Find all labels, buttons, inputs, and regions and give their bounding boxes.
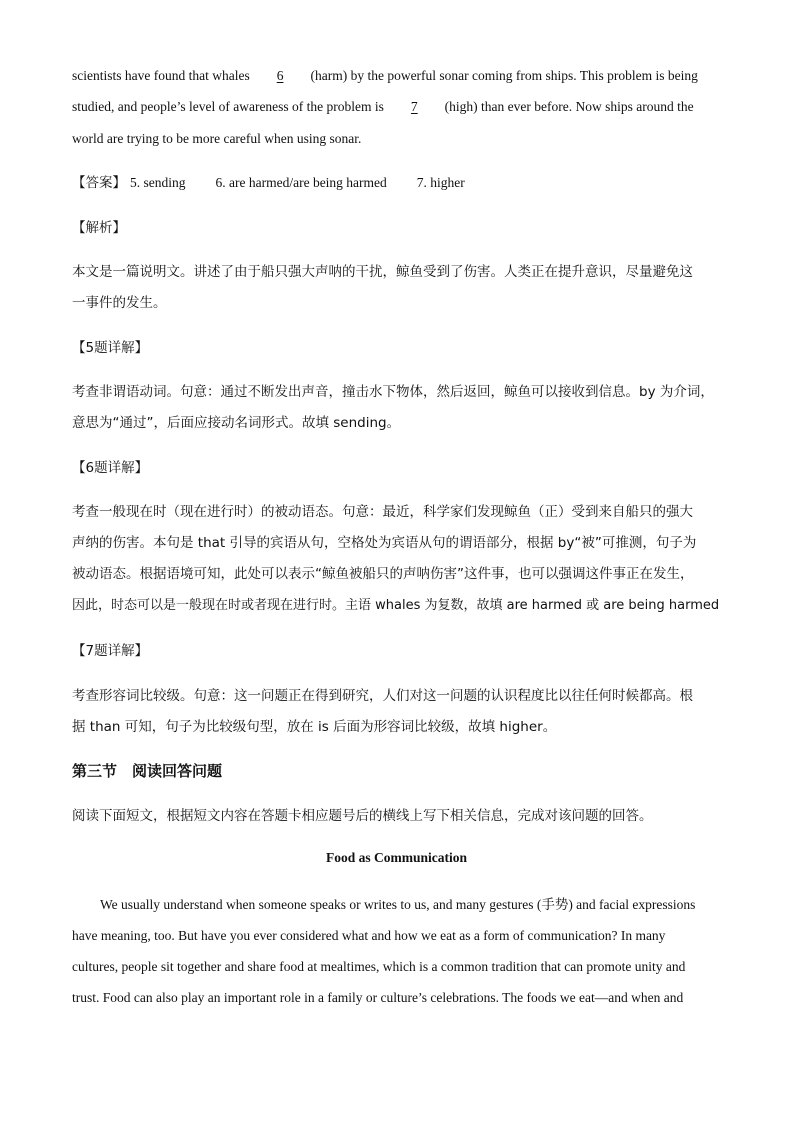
passage-line-3: world are trying to be more careful when using sonar. — [72, 131, 362, 146]
article-line-1: We usually understand when someone speaks or writes to us, and many gestures (手势) and facial expressions — [100, 897, 696, 912]
passage-text: studied, and people’s level of awareness of the problem is — [72, 99, 388, 114]
analysis-label: 【解析】 — [72, 220, 126, 236]
answer-5: 5. sending — [130, 175, 186, 190]
q7-line-1: 考查形容词比较级。句意：这一问题正在得到研究，人们对这一问题的认识程度比以往任何时候都高。根 — [72, 688, 693, 704]
answer-label: 【答案】 — [72, 175, 126, 191]
q5-line-2: 意思为“通过”，后面应接动名词形式。故填 sending。 — [72, 415, 401, 431]
analysis-line-2: 一事件的发生。 — [72, 295, 167, 311]
q6-label: 【6题详解】 — [72, 460, 149, 476]
q6-line-1: 考查一般现在时（现在进行时）的被动语态。句意：最近，科学家们发现鲸鱼（正）受到来自船只的强大 — [72, 504, 693, 520]
answer-6: 6. are harmed/are being harmed — [215, 175, 387, 190]
passage-line-1 — [72, 66, 698, 86]
article-title: Food as Communication — [325, 850, 467, 865]
passage-text: (harm) by the powerful sonar coming from ships. This problem is being — [307, 68, 698, 83]
q5-line-1: 考查非谓语动词。句意：通过不断发出声音，撞击水下物体，然后返回，鲸鱼可以接收到信息。by 为介词， — [72, 384, 714, 400]
article-line-3: cultures, people sit together and share food at mealtimes, which is a common tradition that can promote unity and — [72, 959, 686, 974]
section-heading: 第三节 阅读回答问题 — [72, 762, 223, 780]
section-instruction: 阅读下面短文，根据短文内容在答题卡相应题号后的横线上写下相关信息，完成对该问题的回答。 — [72, 808, 653, 824]
passage-line-2 — [72, 97, 694, 117]
analysis-line-1: 本文是一篇说明文。讲述了由于船只强大声呐的干扰，鲸鱼受到了伤害。人类正在提升意识，尽量避免这 — [72, 264, 693, 280]
article-line-4: trust. Food can also play an important role in a family or culture’s celebrations. The foods we eat—and when and — [72, 990, 684, 1005]
passage-text: scientists have found that whales — [72, 68, 254, 83]
q7-label: 【7题详解】 — [72, 643, 149, 659]
blank-6: 6 — [276, 68, 284, 83]
article-line-2: have meaning, too. But have you ever considered what and how we eat as a form of communication? In many — [72, 928, 666, 943]
q6-line-2: 声纳的伤害。本句是 that 引导的宾语从句，空格处为宾语从句的谓语部分，根据 by“被”可推测，句子为 — [72, 535, 697, 551]
q5-label: 【5题详解】 — [72, 340, 149, 356]
q6-line-3: 被动语态。根据语境可知，此处可以表示“鲸鱼被船只的声呐伤害”这件事，也可以强调这件事正在发生， — [72, 566, 694, 582]
answer-7: 7. higher — [416, 175, 465, 190]
blank-7: 7 — [410, 99, 418, 114]
q6-line-4: 因此，时态可以是一般现在时或者现在进行时。主语 whales 为复数，故填 are harmed 或 are being harmed — [72, 598, 720, 613]
answer-line — [72, 173, 465, 193]
q7-line-2: 据 than 可知，句子为比较级句型，放在 is 后面为形容词比较级，故填 higher。 — [72, 719, 557, 735]
passage-text: (high) than ever before. Now ships around the — [441, 99, 694, 114]
